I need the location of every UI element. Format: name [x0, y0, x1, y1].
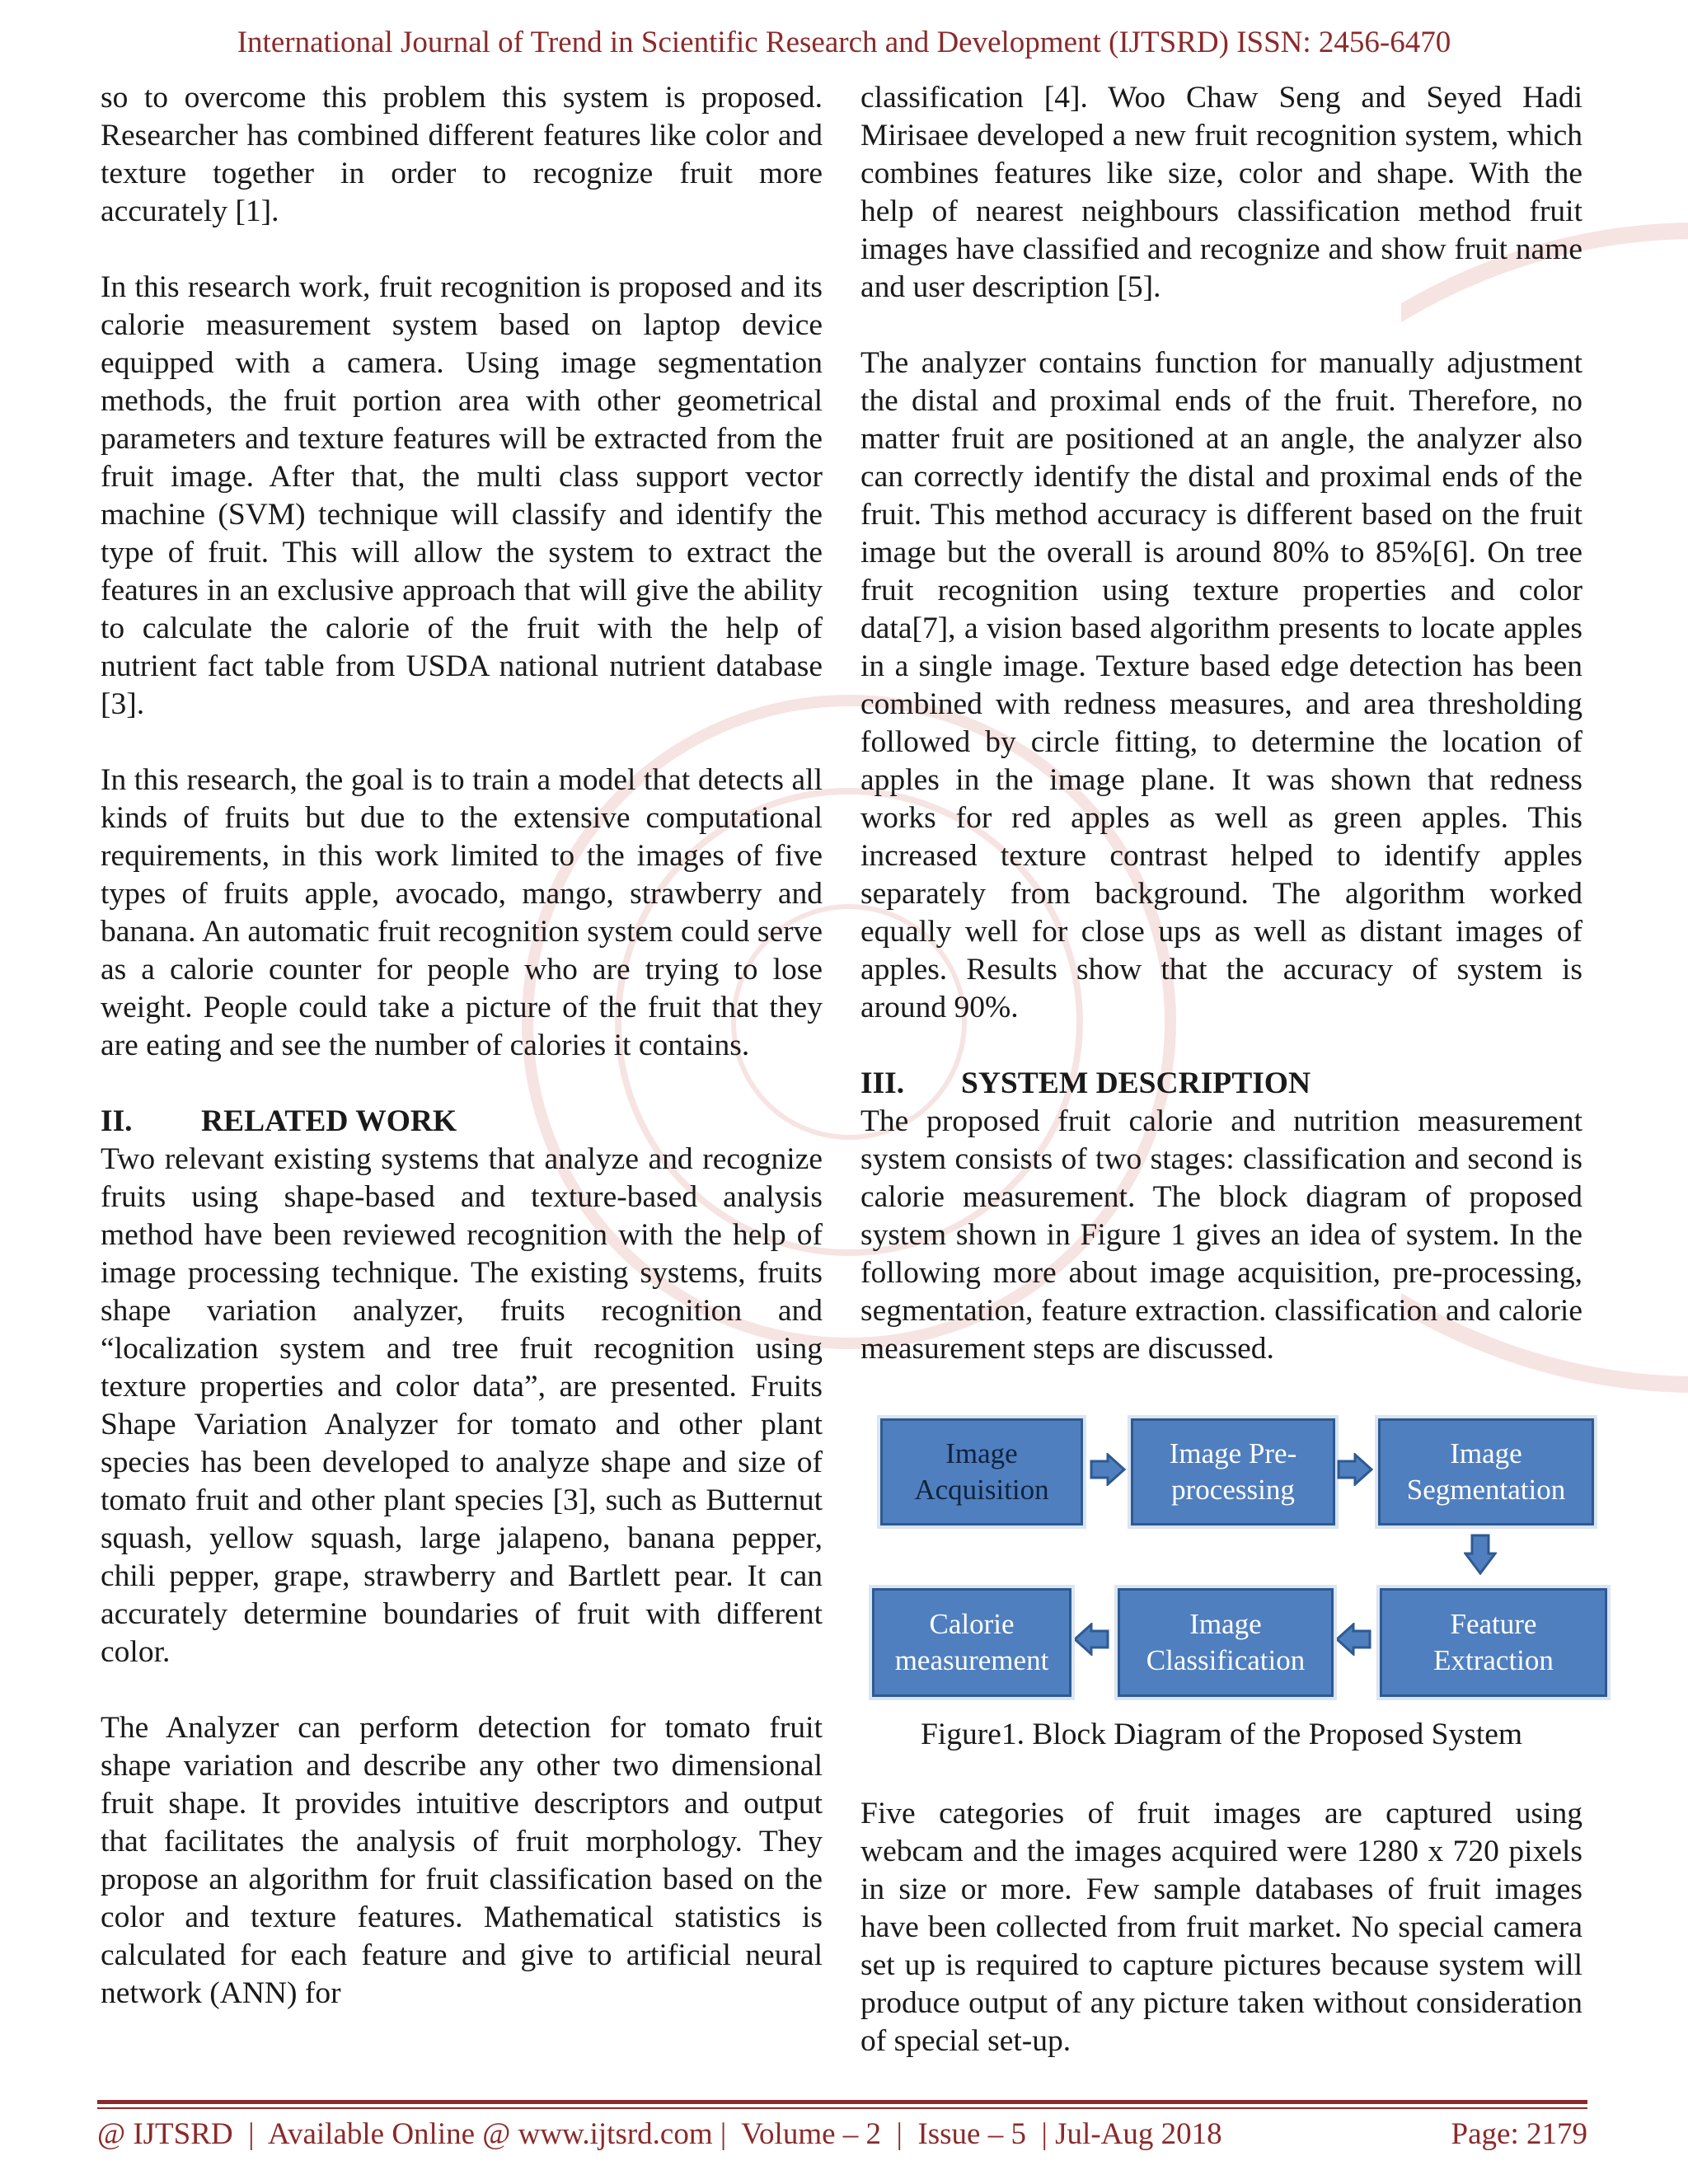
box-label-line: processing — [1171, 1474, 1295, 1506]
paragraph: The analyzer contains function for manually adjustment the distal and proximal ends of the fruit. Therefore, no matter fruit are positioned at an angle, the analyzer also can correctly identify the distal and proximal ends of the fruit. This method accuracy is different based on the fruit image but the overall is around 80% to 85%[6]. On tree fruit recognition using texture properties and color data[7], a vision based algorithm presents to locate apples in a single image. Texture based edge detection has been combined with redness measures, and area thresholding followed by circle fitting, to determine the location of apples in the image plane. It was shown that redness works for red apples as well as green apples. This increased texture contrast helped to identify apples separately from background. The algorithm worked equally well for close ups as well as distant images of apples. Results show that the accuracy of system is around 90%. — [860, 346, 1582, 1024]
left-column — [101, 79, 823, 2013]
footer-info: @ IJTSRD | Available Online @ www.ijtsrd.com | Volume – 2 | Issue – 5 | Jul-Aug 2018 — [97, 2117, 1222, 2151]
diagram-box-feature-extraction — [1380, 1588, 1607, 1697]
page-footer — [97, 2116, 1587, 2152]
diagram-box-image-segmentation — [1378, 1418, 1594, 1526]
section-number: II. — [101, 1104, 133, 1138]
diagram-box-image-preprocessing — [1131, 1418, 1335, 1526]
right-arrow-icon — [1090, 1453, 1126, 1486]
paragraph: In this research work, fruit recognition is proposed and its calorie measurement system based on laptop device equipped with a camera. Using image segmentation methods, the fruit portion area with other geometrical parameters and texture features will be extracted from the fruit image. After that, the multi class support vector machine (SVM) technique will classify and identify the type of fruit. This will allow the system to extract the features in an exclusive approach that will give the ability to calculate the calorie of the fruit with the help of nutrient fact table from USDA national nutrient database [3]. — [101, 270, 823, 721]
box-label-line: Acquisition — [914, 1474, 1049, 1506]
footer-rule — [97, 2100, 1587, 2104]
page-number: Page: 2179 — [1451, 2117, 1587, 2151]
down-arrow-icon — [1464, 1534, 1497, 1575]
box-label-line: Image Pre- — [1169, 1437, 1297, 1469]
paragraph: classification [4]. Woo Chaw Seng and Seyed Hadi Mirisaee developed a new fruit recognition system, which combines features like size, color and shape. With the help of nearest neighbours classification method fruit images have classified and recognize and show fruit name and user description [5]. — [860, 81, 1582, 304]
block-diagram — [860, 1413, 1609, 1727]
section-heading-system-description — [860, 1065, 1582, 1103]
diagram-box-image-acquisition — [880, 1418, 1083, 1526]
figure-caption: Figure1. Block Diagram of the Proposed System — [920, 1718, 1523, 1751]
diagram-box-image-classification — [1118, 1588, 1334, 1697]
section-heading-related-work — [101, 1103, 823, 1141]
right-arrow-icon — [1337, 1453, 1373, 1486]
paragraph: so to overcome this problem this system is proposed. Researcher has combined different features like color and texture together in order to recognize fruit more accurately [1]. — [101, 81, 823, 228]
paragraph: The proposed fruit calorie and nutrition measurement system consists of two stages: classification and second is calorie measurement. The block diagram of proposed system shown in Figure 1 gives an idea of system. In the following more about image acquisition, pre-processing, segmentation, feature extraction. classification and calorie measurement steps are discussed. — [860, 1104, 1582, 1366]
paragraph: In this research, the goal is to train a model that detects all kinds of fruits but due to the extensive computational requirements, in this work limited to the images of five types of fruits apple, avocado, mango, strawberry and banana. An automatic fruit recognition system could serve as a calorie counter for people who are trying to lose weight. People could take a picture of the fruit that they are eating and see the number of calories it contains. — [101, 763, 823, 1062]
paragraph: Five categories of fruit images are captured using webcam and the images acquired were 1280 x 720 pixels in size or more. Few sample databases of fruit images have been collected from fruit market. No special camera set up is required to capture pictures because system will produce output of any picture taken without consideration of special set-up. — [860, 1797, 1582, 2058]
right-column-continued — [860, 1795, 1582, 2060]
box-label-line: Feature — [1450, 1608, 1537, 1640]
paragraph: Two relevant existing systems that analyze and recognize fruits using shape-based and texture-based analysis method have been reviewed recognition with the help of image processing technique. The existing systems, fruits shape variation analyzer, fruits recognition and “localization system and tree fruit recognition using texture properties and color data”, are presented. Fruits Shape Variation Analyzer for tomato and other plant species has been developed to analyze shape and size of tomato fruit and other plant species [3], such as Butternut squash, yellow squash, large jalapeno, banana pepper, chili pepper, grape, strawberry and Bartlett pear. It can accurately determine boundaries of fruit with different color. — [101, 1142, 823, 1669]
left-arrow-icon — [1073, 1623, 1109, 1656]
box-label-line: Segmentation — [1406, 1474, 1566, 1506]
journal-header: International Journal of Trend in Scientific Research and Development (IJTSRD) ISSN: 2456-6470 — [237, 26, 1451, 59]
right-column — [860, 79, 1582, 1368]
section-title: RELATED WORK — [201, 1104, 457, 1138]
box-label-line: Image — [1189, 1608, 1262, 1640]
footer-rule-thin — [97, 2107, 1587, 2109]
box-label-line: Calorie — [929, 1608, 1015, 1640]
paragraph: The Analyzer can perform detection for tomato fruit shape variation and describe any other two dimensional fruit shape. It provides intuitive descriptors and output that facilitates the analysis of fruit morphology. They propose an algorithm for fruit classification based on the color and texture features. Mathematical statistics is calculated for each feature and give to artificial neural network (ANN) for — [101, 1711, 823, 2010]
box-label-line: Extraction — [1433, 1644, 1554, 1676]
box-label-line: Classification — [1146, 1644, 1306, 1676]
section-title: SYSTEM DESCRIPTION — [961, 1066, 1311, 1100]
box-label-line: Image — [1450, 1437, 1522, 1469]
box-label-line: measurement — [894, 1644, 1049, 1676]
box-label-line: Image — [945, 1437, 1018, 1469]
left-arrow-icon — [1335, 1623, 1372, 1656]
diagram-box-calorie-measurement — [872, 1588, 1071, 1697]
section-number: III. — [860, 1066, 905, 1100]
